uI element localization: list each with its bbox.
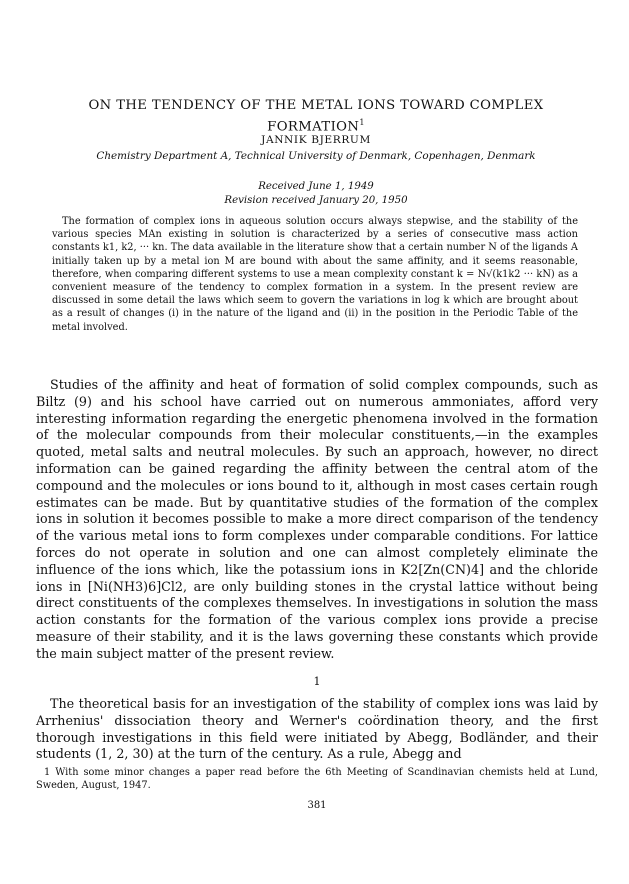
body-paragraph-2-block (36, 696, 598, 763)
footnote (36, 767, 598, 792)
page-number: 381 (307, 800, 327, 811)
affiliation: Chemistry Department A, Technical University of Denmark, Copenhagen, Denmark (96, 150, 536, 162)
title-line-2: FORMATION (267, 119, 360, 135)
body-paragraph-1: Studies of the affinity and heat of formation of solid complex compounds, such as Biltz (9) and his school have carried out on numerous ammoniates, afford very interesting information regarding the energetic phenomena involved in the formation of the molecular compounds from their molecular constituents,—in the examples quoted, metal salts and neutral molecules. By such an approach, however, no direct information can be gained regarding the affinity between the central atom of the compound and the molecules or ions bound to it, although in most cases certain rough estimates can be made. But by quantitative studies of the formation of the complex ions in solution it becomes possible to make a more direct comparison of the tendency of the various metal ions to form complexes under comparable conditions. For lattice forces do not operate in solution and one can almost completely eliminate the influence of the ions which, like the potassium ions in K2[Zn(CN)4] and the chloride ions in [Ni(NH3)6]Cl2, are only building stones in the crystal lattice without being direct constituents of the complexes themselves. In investigations in solution the mass action constants for the formation of the various complex ions provide a precise measure of their stability, and it is the laws governing these constants which provide the main subject matter of the present review. (36, 377, 598, 661)
author-name: JANNIK BJERRUM (261, 134, 371, 146)
revision-date: Revision received January 20, 1950 (224, 195, 408, 206)
abstract (52, 215, 578, 334)
footnote-text: 1 With some minor changes a paper read before the 6th Meeting of Scandinavian chemists held at Lund, Sweden, August, 1947. (36, 767, 598, 791)
abstract-text: The formation of complex ions in aqueous solution occurs always stepwise, and the stability of the various species MAn existing in solution is characterized by a series of consecutive mass action constants k1, k2, ··· kn. The data available in the literature show that a certain number N of the ligands A initially taken up by a metal ion M are bound with about the same affinity, and it seems reasonable, therefore, when comparing different systems to use a mean complexity constant k = N√(k1k2 ··· kN) as a convenient measure of the tendency to complex formation in a system. In the present review are discussed in some detail the laws which seem to govern the variations in log k which are brought about as a result of changes (i) in the nature of the ligand and (ii) in the position in the Periodic Table of the metal involved. (52, 216, 578, 333)
paper-title (36, 97, 596, 135)
received-date: Received June 1, 1949 (258, 181, 374, 192)
title-footnote-marker: 1 (359, 118, 365, 127)
body-paragraph-2: The theoretical basis for an investigation of the stability of complex ions was laid by Arrhenius' dissociation theory and Werner's coördination theory, and the first thorough investigations in this field were initiated by Abegg, Bodländer, and their students (1, 2, 30) at the turn of the century. As a rule, Abegg and (36, 696, 598, 762)
section-number: 1 (313, 675, 321, 688)
body-paragraph-1-block (36, 377, 598, 663)
title-line-1: ON THE TENDENCY OF THE METAL IONS TOWARD COMPLEX (88, 98, 544, 113)
